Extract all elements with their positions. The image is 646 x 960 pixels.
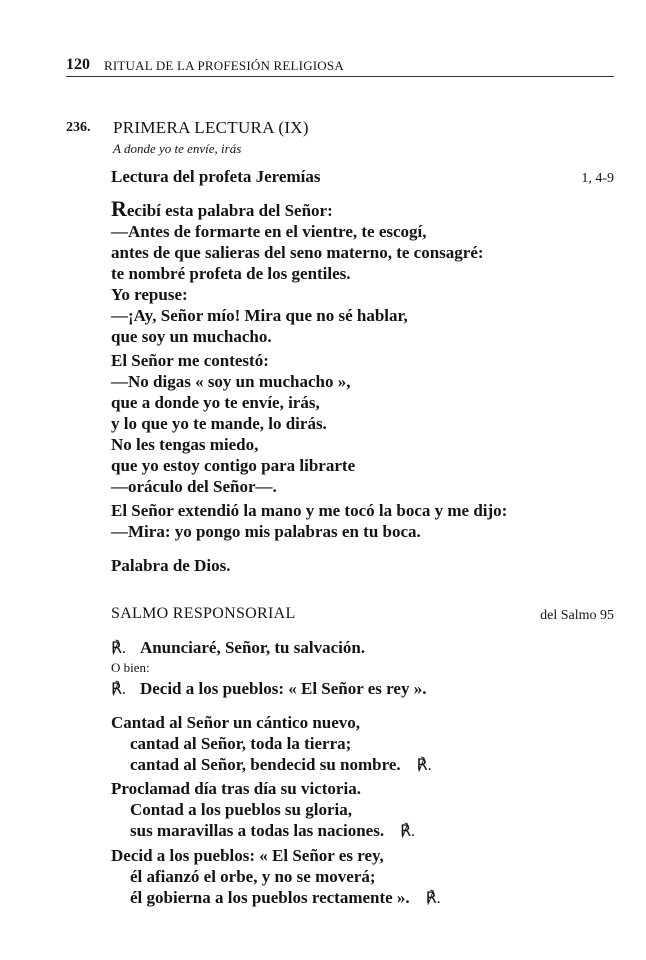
psalm-line: cantad al Señor, bendecid su nombre. ℟. [130,755,432,774]
psalm-line: Cantad al Señor un cántico nuevo, [111,713,361,732]
reading-line: —Antes de formarte en el vientre, te escogí, [111,222,427,241]
reading-book: Lectura del profeta Jeremías [111,167,321,186]
reading-line: te nombré profeta de los gentiles. [111,264,351,283]
header-rule [66,76,614,77]
drop-cap: R [111,196,127,221]
reading-line: —No digas « soy un muchacho », [111,372,351,391]
psalm-response: ℟. Anunciaré, Señor, tu salvación. [111,638,366,657]
response-symbol: ℟. [111,640,126,657]
psalm-line: Contad a los pueblos su gloria, [130,800,352,819]
reading-line: Yo repuse: [111,285,188,304]
reading-reference: 1, 4-9 [581,171,614,186]
reading-line: —¡Ay, Señor mío! Mira que no sé hablar, [111,306,408,325]
reading-subtitle: A donde yo te envíe, irás [113,141,242,156]
reading-line: antes de que salieras del seno materno, te consagré: [111,243,484,262]
reading-line: que yo estoy contigo para librarte [111,456,356,475]
reading-line: No les tengas miedo, [111,435,259,454]
or-label: O bien: [111,660,150,675]
reading-line: El Señor extendió la mano y me tocó la boca y me dijo: [111,501,508,520]
reading-line: que a donde yo te envíe, irás, [111,393,320,412]
response-symbol: ℟. [416,757,432,774]
response-symbol: ℟. [400,823,416,840]
psalm-line: Decid a los pueblos: « El Señor es rey, [111,846,384,865]
reading-line: El Señor me contestó: [111,351,269,370]
psalm-line: sus maravillas a todas las naciones. ℟. [130,821,416,840]
reading-line: y lo que yo te mande, lo dirás. [111,414,327,433]
reading-line: —Mira: yo pongo mis palabras en tu boca. [111,522,421,541]
section-number: 236. [66,120,91,135]
psalm-reference: del Salmo 95 [540,608,614,623]
page-number: 120 [66,56,90,73]
psalm-line: Proclamad día tras día su victoria. [111,779,361,798]
psalm-line: él afianzó el orbe, y no se moverá; [130,867,376,886]
reading-line: —oráculo del Señor—. [111,477,277,496]
reading-line: Recibí esta palabra del Señor: [111,196,333,221]
response-symbol: ℟. [111,681,126,698]
psalm-line: cantad al Señor, toda la tierra; [130,734,352,753]
psalm-response-alt: ℟. Decid a los pueblos: « El Señor es rey ». [111,679,427,698]
section-title: PRIMERA LECTURA (IX) [113,118,309,137]
running-title: RITUAL DE LA PROFESIÓN RELIGIOSA [104,58,344,73]
psalm-line: él gobierna a los pueblos rectamente ». ℟. [130,888,441,907]
reading-line: que soy un muchacho. [111,327,272,346]
response-symbol: ℟. [425,890,441,907]
psalm-title: SALMO RESPONSORIAL [111,605,296,622]
reading-closing: Palabra de Dios. [111,556,231,575]
